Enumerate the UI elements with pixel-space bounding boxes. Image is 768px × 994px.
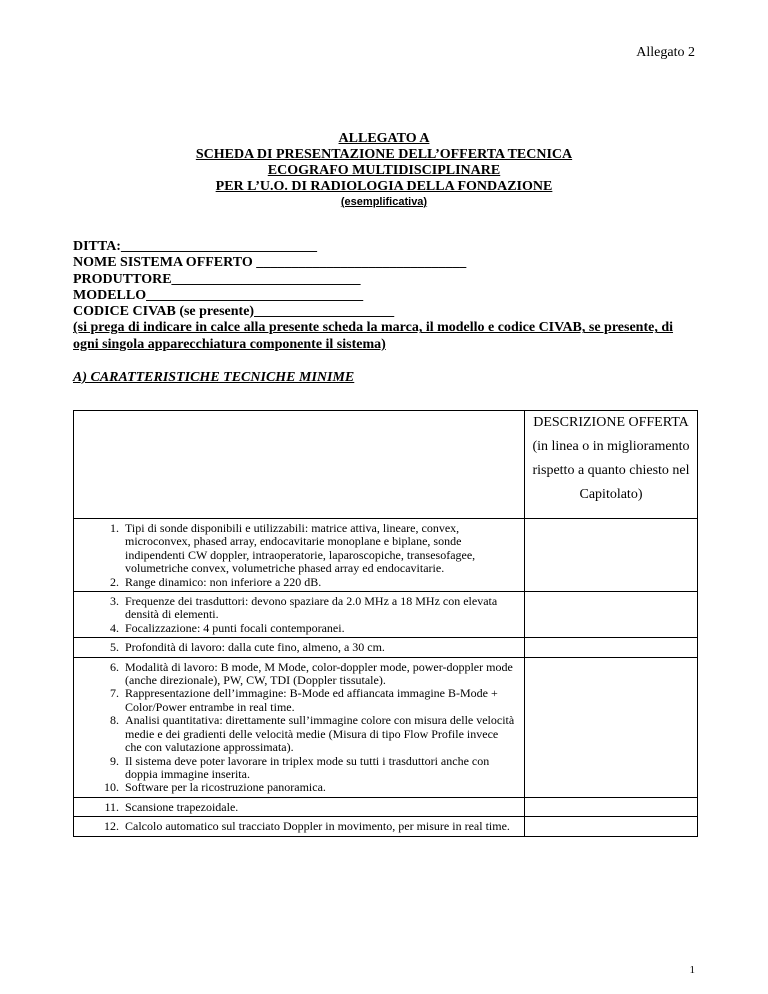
requirement-cell (74, 638, 525, 657)
table-row (74, 817, 698, 836)
header-description-text: DESCRIZIONE OFFERTA (in linea o in miglioramento rispetto a quanto chiesto nel Capitolato) (532, 415, 690, 502)
company-fields (73, 239, 693, 353)
requirement-item: 5. Profondità di lavoro: dalla cute fino, almeno, a 30 cm. (122, 641, 516, 654)
page-reference: Allegato 2 (636, 45, 695, 60)
document-title (0, 131, 768, 209)
requirement-item: 4. Focalizzazione: 4 punti focali contemporanei. (122, 622, 516, 635)
offer-description-cell[interactable] (525, 638, 698, 657)
title-line-2: SCHEDA DI PRESENTAZIONE DELL’OFFERTA TECNICA (195, 147, 573, 162)
table-body (74, 519, 698, 837)
offer-description-cell[interactable] (525, 592, 698, 638)
requirement-cell (74, 519, 525, 592)
requirement-list (74, 798, 524, 816)
requirement-item: 12. Calcolo automatico sul tracciato Doppler in movimento, per misure in real time. (122, 820, 516, 833)
table-row (74, 797, 698, 816)
requirement-list (74, 519, 524, 591)
requirement-cell (74, 797, 525, 816)
requirement-item: 8. Analisi quantitativa: direttamente sull’immagine colore con misura delle velocità medie e dei gradienti delle velocità medie (Misura di tipo Flow Profile invece che con valutazione approssimata). (122, 714, 516, 754)
requirement-item: 3. Frequenze dei trasduttori: devono spaziare da 2.0 MHz a 18 MHz con elevata densità di elementi. (122, 595, 516, 622)
requirement-item: 2. Range dinamico: non inferiore a 220 dB. (122, 576, 516, 589)
offer-description-cell[interactable] (525, 519, 698, 592)
requirement-list (74, 638, 524, 656)
table-row (74, 592, 698, 638)
requirement-item: 6. Modalità di lavoro: B mode, M Mode, color-doppler mode, power-doppler mode (anche direzionale), PW, CW, TDI (Doppler tissutale). (122, 661, 516, 688)
requirement-cell (74, 657, 525, 797)
requirement-item: 11. Scansione trapezoidale. (122, 801, 516, 814)
table-header-row (74, 411, 698, 519)
title-line-3: ECOGRAFO MULTIDISCIPLINARE (267, 163, 501, 178)
requirement-list (74, 817, 524, 835)
header-description-cell (525, 411, 698, 519)
requirement-list (74, 658, 524, 797)
page-number: 1 (689, 964, 695, 976)
fields-note: (si prega di indicare in calce alla presente scheda la marca, il modello e codice CIVAB, se presente, di ogni singola apparecchiatura componente il sistema) (73, 320, 674, 352)
produttore-field: PRODUTTORE___________________________ (73, 271, 361, 287)
table-row (74, 657, 698, 797)
requirement-item: 7. Rappresentazione dell’immagine: B-Mode ed affiancata immagine B-Mode + Color/Power entrambe in real time. (122, 687, 516, 714)
nome-sistema-field: NOME SISTEMA OFFERTO ______________________________ (73, 255, 467, 271)
requirement-item: 1. Tipi di sonde disponibili e utilizzabili: matrice attiva, lineare, convex, microconvex, phased array, endocavitarie monoplane e biplane, sonde indipendenti CW doppler, intraoperatorie, laparoscopiche, transesofagee, volumetriche convex, volumetriche phased array ed endocavitarie. (122, 522, 516, 576)
header-empty-cell (74, 411, 525, 519)
requirement-cell (74, 817, 525, 836)
ditta-field: DITTA:____________________________ (73, 239, 317, 254)
requirement-list (74, 592, 524, 637)
title-line-1: ALLEGATO A (338, 131, 430, 146)
title-subtitle: (esemplificativa) (340, 196, 428, 208)
offer-description-cell[interactable] (525, 797, 698, 816)
table-row (74, 638, 698, 657)
requirements-table (73, 410, 698, 837)
modello-field: MODELLO_______________________________ (73, 287, 364, 303)
title-line-4: PER L’U.O. DI RADIOLOGIA DELLA FONDAZIONE (215, 179, 553, 194)
offer-description-cell[interactable] (525, 817, 698, 836)
requirement-item: 10. Software per la ricostruzione panoramica. (122, 781, 516, 794)
section-title: A) CARATTERISTICHE TECNICHE MINIME (73, 370, 355, 385)
requirement-cell (74, 592, 525, 638)
civab-field: CODICE CIVAB (se presente)____________________ (73, 304, 395, 320)
table-row (74, 519, 698, 592)
requirement-item: 9. Il sistema deve poter lavorare in triplex mode su tutti i trasduttori anche con doppia immagine inserita. (122, 755, 516, 782)
offer-description-cell[interactable] (525, 657, 698, 797)
